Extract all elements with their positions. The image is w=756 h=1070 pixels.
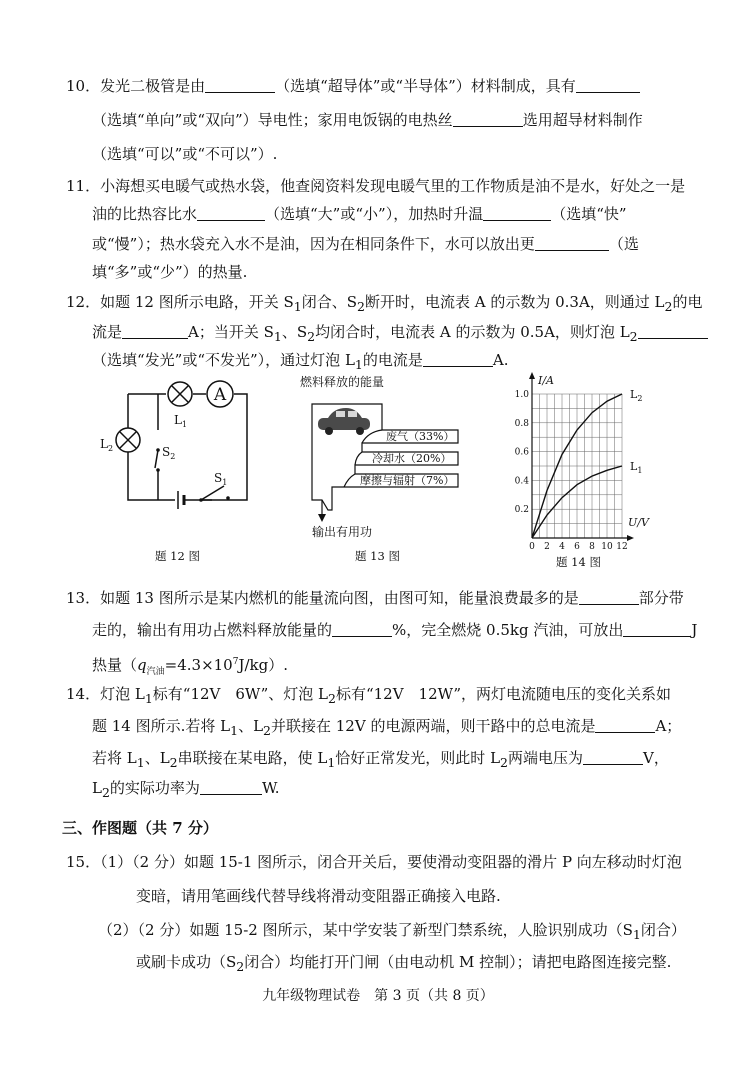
figure-14-chart bbox=[512, 370, 662, 550]
answer-blank[interactable] bbox=[623, 621, 691, 637]
answer-blank[interactable] bbox=[583, 749, 643, 765]
q11-line2: 油的比热容比水 （选填“大”或“小”），加热时升温 （选填“快” bbox=[92, 205, 627, 223]
y-tick-label: 0.4 bbox=[514, 476, 529, 487]
q13-line1: 13．如题 13 图所示是某内燃机的能量流向图，由图可知，能量浪费最多的是 部分带 bbox=[66, 589, 684, 607]
useful-work-label: 输出有用功 bbox=[312, 525, 373, 539]
q15-line2: 变暗，请用笔画线代替导线将滑动变阻器正确接入电路. bbox=[136, 887, 501, 905]
y-tick-label: 0.6 bbox=[514, 447, 529, 458]
answer-blank[interactable] bbox=[638, 323, 708, 339]
q14-line3: 若将 $L_1$、$L_2$串联接在某电路，使 $L_1$恰好正常发光，则此时 $L_2$两端电压为 V， bbox=[92, 749, 669, 770]
x-tick-label: 6 bbox=[574, 542, 580, 550]
y-axis-label: I/A bbox=[538, 374, 554, 387]
energy-title: 燃料释放的能量 bbox=[300, 375, 385, 389]
answer-blank[interactable] bbox=[423, 351, 493, 367]
answer-blank[interactable] bbox=[332, 621, 392, 637]
section-heading: 三、作图题（共 7 分） bbox=[62, 819, 218, 837]
q10-line2: （选填“单向”或“双向”）导电性；家用电饭锅的电热丝 选用超导材料制作 bbox=[92, 111, 643, 129]
series-label-l2: $L_2$ bbox=[630, 388, 643, 403]
q11-line1: 11．小海想买电暖气或热水袋，他查阅资料发现电暖气里的工作物质是油不是水，好处之一是 bbox=[66, 177, 686, 195]
y-tick-label: 0.8 bbox=[514, 418, 529, 429]
x-tick-label: 12 bbox=[616, 542, 628, 550]
q12-line3: （选填“发光”或“不发光”），通过灯泡 $L_1$的电流是 A. bbox=[92, 351, 509, 372]
battery-icon bbox=[178, 491, 184, 509]
q13-line3: 热量$(q_{汽油}=4.3\times 10^7J/kg)$. bbox=[92, 656, 288, 677]
page-footer: 九年级物理试卷 第 3 页（共 8 页） bbox=[262, 988, 494, 1004]
q14-line2: 题 14 图所示.若将 $L_1$、$L_2$并联接在 12V 的电源两端，则干路中的总电流是 A； bbox=[92, 717, 682, 738]
figure-13-energy-flow bbox=[300, 374, 470, 540]
figure-12-caption: 题 12 图 bbox=[155, 549, 200, 563]
answer-blank[interactable] bbox=[205, 77, 275, 93]
answer-blank[interactable] bbox=[595, 717, 655, 733]
answer-blank[interactable] bbox=[122, 323, 188, 339]
q11-line4: 填“多”或“少”）的热量. bbox=[92, 263, 248, 281]
x-tick-label: 10 bbox=[601, 542, 613, 550]
label-s2: $S_2$ bbox=[162, 445, 176, 461]
q15-line1: 15．（1）（2 分）如题 15-1 图所示，闭合开关后，要使滑动变阻器的滑片 P 向左移动时灯泡 bbox=[66, 853, 682, 871]
x-axis-label: U/V bbox=[628, 516, 649, 529]
answer-blank[interactable] bbox=[453, 111, 523, 127]
q12-line1: 12．如题 12 图所示电路，开关 $S_1$闭合、$S_2$断开时，电流表 A 的示数为 0.3A，则通过 $L_2$的电 bbox=[66, 293, 703, 314]
svg-text:摩擦与辐射（7%）: 摩擦与辐射（7%） bbox=[360, 474, 455, 487]
answer-blank[interactable] bbox=[200, 779, 262, 795]
x-tick-label: 8 bbox=[589, 542, 595, 550]
label-l1: $L_1$ bbox=[174, 413, 188, 429]
y-tick-label: 1.0 bbox=[514, 390, 529, 400]
answer-blank[interactable] bbox=[483, 205, 551, 221]
lamp-l1-icon bbox=[168, 382, 192, 406]
q14-line1: 14．灯泡 $L_1$标有“12V 6W”、灯泡 $L_2$标有“12V 12W”，两灯电流随电压的变化关系如 bbox=[66, 685, 672, 706]
svg-text:A: A bbox=[213, 385, 227, 405]
answer-blank[interactable] bbox=[197, 205, 265, 221]
y-tick-label: 0.2 bbox=[514, 505, 529, 516]
answer-blank[interactable] bbox=[535, 235, 609, 251]
answer-blank[interactable] bbox=[576, 77, 640, 93]
q13-line2: 走的，输出有用功占燃料释放能量的 %，完全燃烧 0.5kg 汽油，可放出 J bbox=[92, 621, 698, 639]
answer-blank[interactable] bbox=[579, 589, 639, 605]
series-label-l1: $L_1$ bbox=[630, 460, 643, 475]
x-tick-label: 4 bbox=[559, 542, 565, 550]
lamp-l2-icon bbox=[116, 428, 140, 452]
svg-text:冷却水（20%）: 冷却水（20%） bbox=[372, 452, 452, 465]
q12-line2: 流是 A；当开关 $S_1$、$S_2$均闭合时，电流表 A 的示数为 0.5A，则灯泡 $L_2$ bbox=[92, 322, 708, 347]
label-l2: $L_2$ bbox=[100, 437, 114, 453]
q15-line4: 或刷卡成功（$S_2$闭合）均能打开门闸（由电动机 M 控制）；请把电路图连接完整. bbox=[136, 953, 672, 974]
svg-text:废气（33%）: 废气（33%） bbox=[386, 430, 455, 443]
q14-line4: $L_2$的实际功率为 W. bbox=[92, 779, 280, 800]
q10-line3: （选填“可以”或“不可以”）. bbox=[92, 145, 278, 163]
q15-line3: （2）（2 分）如题 15-2 图所示，某中学安装了新型门禁系统，人脸识别成功（$S_1$闭合） bbox=[98, 921, 686, 942]
x-tick-label: 0 bbox=[529, 542, 535, 550]
q11-line3: 或“慢”）；热水袋充入水不是油，因为在相同条件下，水可以放出更 （选 bbox=[92, 235, 639, 253]
label-s1: $S_1$ bbox=[214, 471, 228, 487]
x-tick-label: 2 bbox=[544, 542, 550, 550]
ammeter-icon bbox=[207, 381, 233, 407]
figure-14-caption: 题 14 图 bbox=[556, 555, 601, 569]
q10-line1: 10．发光二极管是由 （选填“超导体”或“半导体”）材料制成，具有 bbox=[66, 76, 640, 96]
figure-13-caption: 题 13 图 bbox=[355, 549, 400, 563]
figure-12-circuit bbox=[100, 378, 260, 513]
